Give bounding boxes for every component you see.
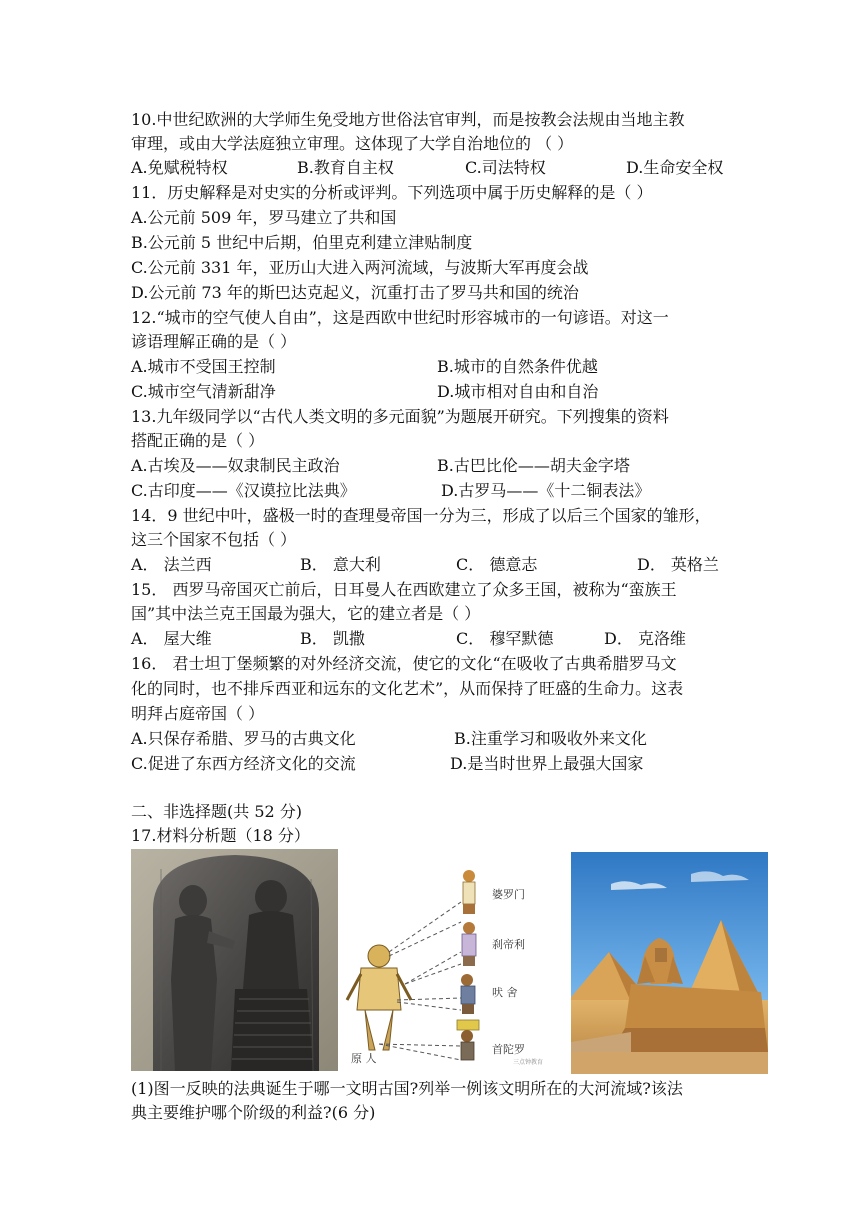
caste-label-brahmin: 婆罗门 [492,888,525,901]
q10-line-1: 10.中世纪欧洲的大学师生免受地方世俗法官审判，而是按教会法规由当地主教 [131,110,685,129]
brahmin-figure-icon [463,870,475,914]
q10-option-c: C.司法特权 [465,158,546,177]
watermark: 三点钟教育 [513,1059,544,1066]
q16-line-2: 化的同时，也不排斥西亚和远东的文化艺术”，从而保持了旺盛的生命力。这表 [131,679,684,698]
q12-option-c: C.城市空气清新甜净 [131,382,276,401]
q16-line-1: 16． 君士坦丁堡频繁的对外经济交流，使它的文化“在吸收了古典希腊罗马文 [131,654,677,673]
q16-line-3: 明拜占庭帝国（ ） [131,704,265,723]
section-2-heading: 二、非选择题(共 52 分) [131,802,303,821]
purusha-figure-icon [347,945,411,1050]
q13-option-a: A.古埃及——奴隶制民主政治 [131,456,340,475]
q16-option-c: C.促进了东西方经济文化的交流 [131,754,356,773]
q14-option-d: D． 英格兰 [637,555,719,574]
q12-line-2: 谚语理解正确的是（ ） [131,332,297,351]
q12-option-a: A.城市不受国王控制 [131,357,276,376]
q12-line-1: 12.“城市的空气使人自由”，这是西欧中世纪时形容城市的一句谚语。对这一 [131,308,669,327]
q13-line-2: 搭配正确的是（ ） [131,431,265,450]
q10-option-d: D.生命安全权 [626,158,724,177]
q11-stem: 11．历史解释是对史实的分析或评判。下列选项中属于历史解释的是（ ） [131,183,653,202]
vaishya-figure-icon [461,974,475,1014]
q15-line-2: 国”其中法兰克王国最为强大，它的建立者是（ ） [131,604,481,623]
q15-line-1: 15． 西罗马帝国灭亡前后，日耳曼人在西欧建立了众多王国，被称为“蛮族王 [131,580,677,599]
q16-option-d: D.是当时世界上最强大国家 [450,754,644,773]
q10-line-2: 审理，或由大学法庭独立审理。这体现了大学自治地位的 （ ） [131,134,574,153]
caste-label-kshatriya: 刹帝利 [492,938,525,951]
q14-option-b: B． 意大利 [300,555,381,574]
q17-sub1-line-1: (1)图一反映的法典诞生于哪一文明古国?列举一例该文明所在的大河流域?该法 [131,1079,683,1098]
q11-option-c: C.公元前 331 年，亚历山大进入两河流域，与波斯大军再度会战 [131,258,589,277]
q12-option-b: B.城市的自然条件优越 [437,357,598,376]
q13-line-1: 13.九年级同学以“古代人类文明的多元面貌”为题展开研究。下列搜集的资料 [131,407,669,426]
sphinx-pyramids-image [571,852,768,1074]
caste-system-diagram [339,850,550,1071]
figure-label-yuanren: 原 人 [351,1052,377,1065]
q15-option-b: B． 凯撒 [300,629,365,648]
q16-option-b: B.注重学习和吸收外来文化 [454,729,647,748]
q15-option-c: C． 穆罕默德 [456,629,554,648]
kshatriya-figure-icon [462,922,476,966]
q15-option-a: A． 屋大维 [131,629,212,648]
q14-option-a: A． 法兰西 [131,555,212,574]
q14-option-c: C． 德意志 [456,555,538,574]
q10-option-a: A.免赋税特权 [131,158,228,177]
hammurabi-stele-image [131,849,338,1071]
q17-sub1-line-2: 典主要维护哪个阶级的利益?(6 分) [131,1103,376,1122]
shudra-figure-icon [457,1020,479,1060]
q13-option-c: C.古印度——《汉谟拉比法典》 [131,481,356,500]
q11-option-a: A.公元前 509 年，罗马建立了共和国 [131,208,397,227]
q15-option-d: D． 克洛维 [604,629,686,648]
caste-label-vaishya: 吠 舍 [492,986,518,999]
q13-option-b: B.古巴比伦——胡夫金字塔 [437,456,630,475]
q11-option-b: B.公元前 5 世纪中后期，伯里克利建立津贴制度 [131,233,473,252]
q14-line-2: 这三个国家不包括（ ） [131,530,297,549]
q16-option-a: A.只保存希腊、罗马的古典文化 [131,729,356,748]
q10-option-b: B.教育自主权 [297,158,394,177]
q13-option-d: D.古罗马——《十二铜表法》 [441,481,651,500]
q11-option-d: D.公元前 73 年的斯巴达克起义，沉重打击了罗马共和国的统治 [131,283,579,302]
q17-title: 17.材料分析题（18 分） [131,826,310,845]
q12-option-d: D.城市相对自由和自治 [437,382,599,401]
caste-label-shudra: 首陀罗 [492,1043,525,1056]
q14-line-1: 14．9 世纪中叶，盛极一时的查理曼帝国一分为三，形成了以后三个国家的雏形， [131,506,711,525]
